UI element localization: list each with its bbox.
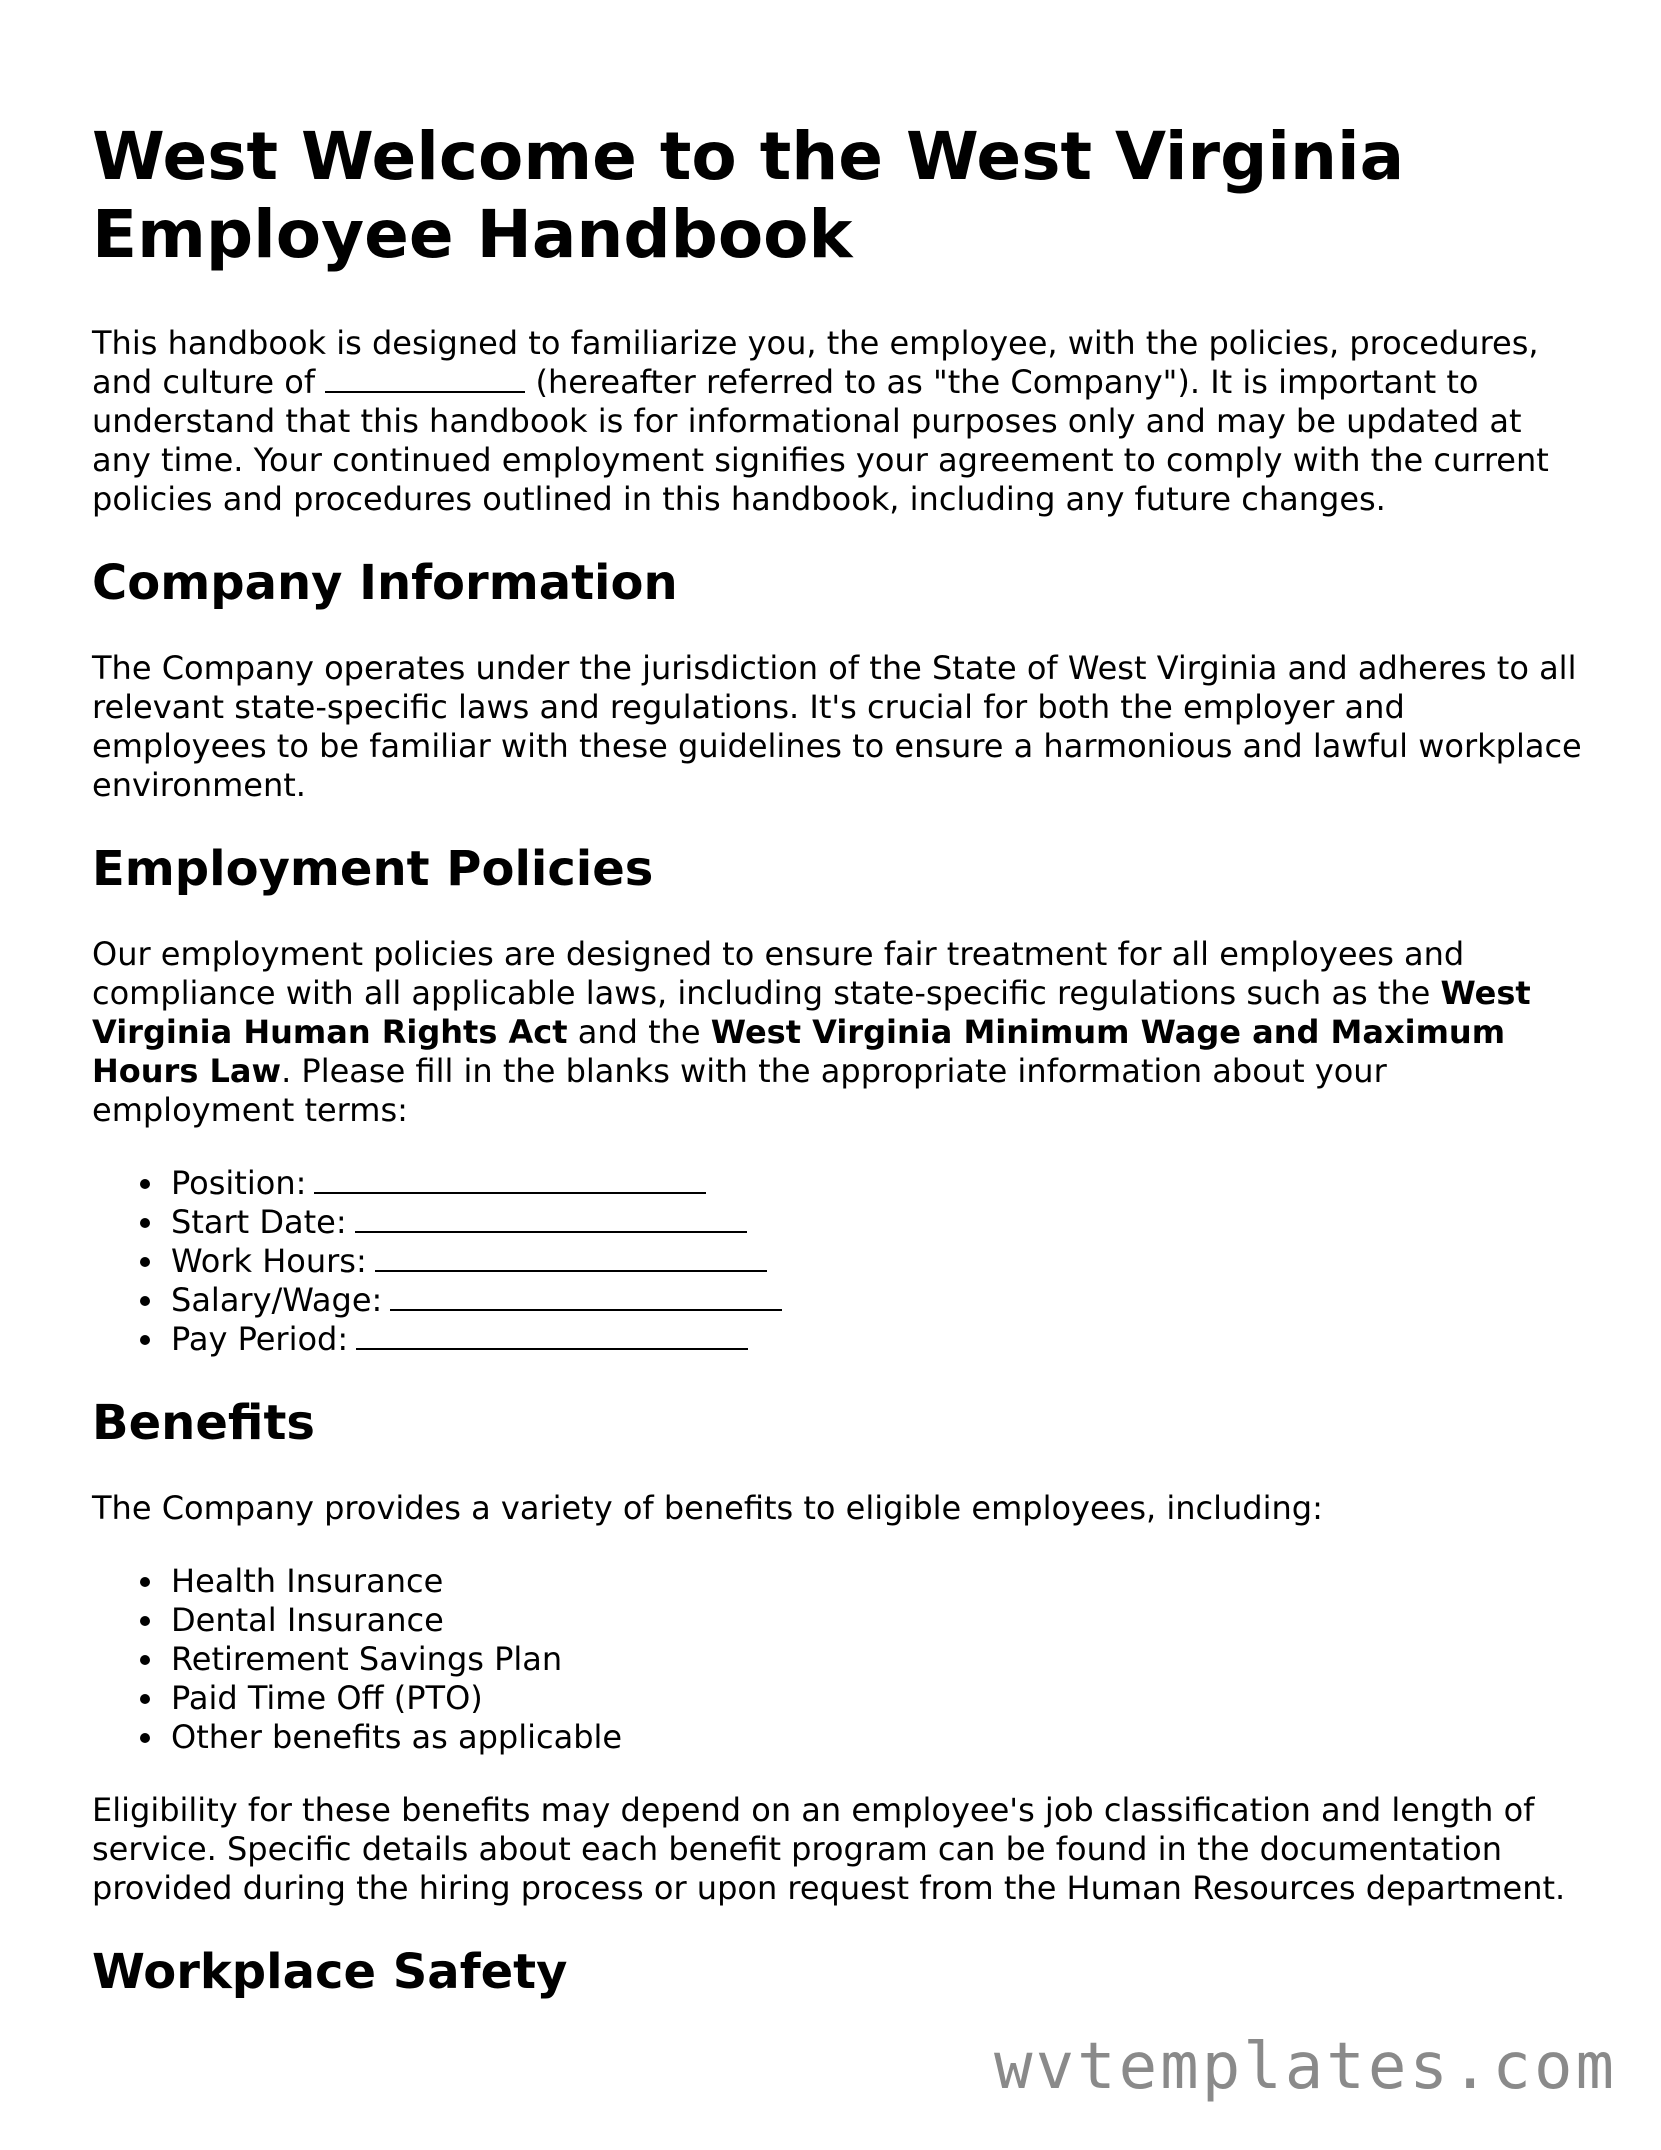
benefit-label: Dental Insurance: [171, 1601, 444, 1639]
employment-terms-list: [92, 1164, 1582, 1359]
company-name-blank: [325, 365, 525, 393]
start-date-blank: [355, 1205, 747, 1233]
employment-text-c: . Please fill in the blanks with the appropriate information about your employment terms:: [92, 1052, 1387, 1129]
pay-period-blank: [356, 1322, 748, 1350]
workplace-safety-heading: Workplace Safety: [92, 1944, 568, 2000]
list-item: [171, 1718, 1582, 1757]
company-info-paragraph: The Company operates under the jurisdiction of the State of West Virginia and adheres to all relevant state-specific laws and regulations. It's crucial for both the employer and employees to be familiar with these guidelines to ensure a harmonious and lawful workplace environment.: [92, 649, 1582, 804]
work-hours-blank: [375, 1244, 767, 1272]
list-item: [171, 1562, 1582, 1601]
benefit-label: Other benefits as applicable: [171, 1718, 623, 1756]
list-item: [171, 1281, 1582, 1320]
list-item: [171, 1679, 1582, 1718]
benefits-intro: The Company provides a variety of benefits to eligible employees, including:: [92, 1489, 1323, 1527]
bullet-icon: [140, 1257, 150, 1267]
salary-wage-blank: [390, 1283, 782, 1311]
list-item: [171, 1640, 1582, 1679]
benefits-eligibility-paragraph: Eligibility for these benefits may depend on an employee's job classification and length of service. Specific details about each benefit program can be found in the documentation provided during the hiring process or upon request from the Human Resources department.: [92, 1791, 1566, 1907]
list-item: [171, 1203, 1582, 1242]
field-label: Pay Period:: [171, 1320, 349, 1358]
minimum-wage-law: West Virginia Minimum Wage and Maximum Hours Law: [92, 1013, 1506, 1090]
field-label: Start Date:: [171, 1203, 347, 1241]
bullet-icon: [140, 1733, 150, 1743]
bullet-icon: [140, 1655, 150, 1665]
list-item: [171, 1320, 1582, 1359]
bullet-icon: [140, 1296, 150, 1306]
list-item: [171, 1242, 1582, 1281]
field-label: Salary/Wage:: [171, 1281, 383, 1319]
intro-part1: This handbook is designed to familiarize you, the employee, with the policies, procedures, and culture of: [92, 324, 1539, 401]
employment-policies-paragraph: [92, 935, 1582, 1130]
bullet-icon: [140, 1616, 150, 1626]
document-page: [92, 118, 1582, 2038]
intro-paragraph: [92, 324, 1582, 519]
field-label: Position:: [171, 1164, 307, 1202]
bullet-icon: [140, 1694, 150, 1704]
position-blank: [314, 1166, 706, 1194]
bullet-icon: [140, 1577, 150, 1587]
company-info-heading: Company Information: [92, 555, 678, 611]
watermark: wvtemplates.com: [994, 2030, 1617, 2104]
employment-text-a: Our employment policies are designed to ensure fair treatment for all employees and compliance with all applicable laws, including state-specific regulations such as the: [92, 935, 1465, 1012]
benefits-heading: Benefits: [92, 1395, 315, 1451]
benefit-label: Retirement Savings Plan: [171, 1640, 563, 1678]
bullet-icon: [140, 1179, 150, 1189]
benefit-label: Health Insurance: [171, 1562, 444, 1600]
human-rights-act: West Virginia Human Rights Act: [92, 974, 1531, 1051]
list-item: [171, 1164, 1582, 1203]
employment-text-b: and the: [577, 1013, 701, 1051]
employment-policies-heading: Employment Policies: [92, 841, 654, 897]
bullet-icon: [140, 1218, 150, 1228]
page-title: West Welcome to the West Virginia Employee Handbook: [92, 118, 1405, 273]
benefit-label: Paid Time Off (PTO): [171, 1679, 483, 1717]
bullet-icon: [140, 1335, 150, 1345]
benefits-list: [92, 1562, 1582, 1757]
field-label: Work Hours:: [171, 1242, 367, 1280]
list-item: [171, 1601, 1582, 1640]
intro-part2: (hereafter referred to as "the Company"). It is important to understand that this handbook is for informational purposes only and may be updated at any time. Your continued employment signifies your agreement to comply with the current policies and procedures outlined in this handbook, including any future changes.: [92, 363, 1549, 518]
